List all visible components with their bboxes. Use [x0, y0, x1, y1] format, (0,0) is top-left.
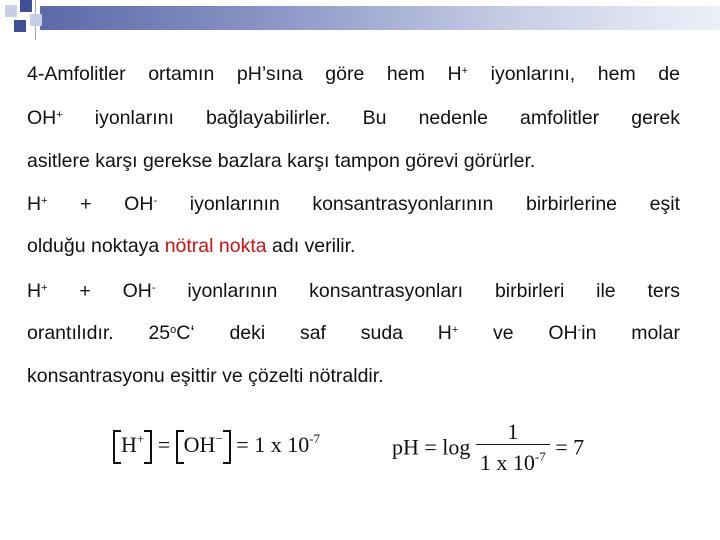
paragraph-line-2	[27, 108, 680, 128]
paragraph-line-4	[27, 194, 680, 214]
superscript: -	[153, 195, 158, 207]
formula-text: = 1 x 10	[236, 432, 310, 458]
deco-square	[30, 14, 42, 26]
ph-equation	[392, 420, 584, 475]
formula-text: = 7	[555, 434, 585, 460]
formula-text: H	[121, 432, 137, 458]
formula-superscript: -7	[534, 449, 546, 464]
paragraph-line-6	[27, 281, 680, 301]
text-run: iyonlarını, hem de	[468, 63, 680, 85]
paragraph-line-1	[27, 64, 680, 84]
deco-square	[14, 20, 26, 32]
text-run: konsantrasyonu eşittir ve çözelti nötraldir.	[27, 365, 384, 387]
formula-text: 1 x 10	[479, 450, 535, 475]
superscript: +	[41, 282, 48, 294]
text-run: C‘ deki saf suda H	[176, 322, 452, 344]
text-run: ve OH	[458, 322, 578, 344]
superscript: -	[151, 282, 156, 294]
left-bracket	[113, 430, 121, 464]
superscript: -	[577, 324, 582, 336]
superscript: +	[41, 195, 48, 207]
text-run: OH	[27, 107, 57, 129]
text-run: orantılıdır. 25	[27, 322, 171, 344]
formula-text: pH = log	[392, 434, 471, 460]
fraction	[476, 420, 550, 475]
deco-square	[20, 0, 32, 12]
text-run: iyonlarının konsantrasyonlarının birbirlerine eşit	[157, 193, 680, 215]
formula-superscript: +	[136, 431, 145, 447]
formula-text: =	[157, 432, 171, 458]
text-run: adı verilir.	[266, 235, 356, 257]
paragraph-line-5	[27, 236, 680, 256]
superscript: +	[461, 65, 468, 77]
text-run: iyonlarının konsantrasyonları birbirleri ile ters	[155, 280, 680, 302]
header-gradient-band	[40, 6, 720, 30]
paragraph-line-7	[27, 323, 680, 343]
superscript: +	[451, 324, 459, 336]
text-run: + OH	[47, 280, 152, 302]
text-run: + OH	[47, 193, 154, 215]
highlight-term: nötral nokta	[164, 235, 267, 257]
superscript: +	[56, 109, 63, 121]
text-run: H	[27, 193, 42, 215]
superscript: o	[170, 324, 177, 336]
formula-text: OH	[183, 432, 216, 458]
text-run: 4-Amfolitler ortamın pH’sına göre hem H	[27, 63, 462, 85]
right-bracket	[144, 430, 152, 464]
fraction-numerator: 1	[476, 420, 550, 445]
right-bracket	[223, 430, 231, 464]
left-bracket	[176, 430, 184, 464]
fraction-denominator	[476, 445, 550, 475]
text-run: in molar	[581, 322, 680, 344]
formula-superscript: -7	[309, 431, 321, 447]
paragraph-line-3	[27, 151, 680, 171]
text-run: asitlere karşı gerekse bazlara karşı tampon görevi görürler.	[27, 150, 536, 172]
text-run: H	[27, 280, 42, 302]
text-run: iyonlarını bağlayabilirler. Bu nedenle amfolitler gerek	[62, 107, 680, 129]
concentration-equation	[113, 430, 320, 464]
deco-square	[5, 5, 17, 17]
formula-superscript: −	[215, 431, 223, 447]
paragraph-line-8	[27, 366, 680, 386]
text-run: olduğu noktaya	[27, 235, 165, 257]
header-decoration	[0, 0, 720, 40]
